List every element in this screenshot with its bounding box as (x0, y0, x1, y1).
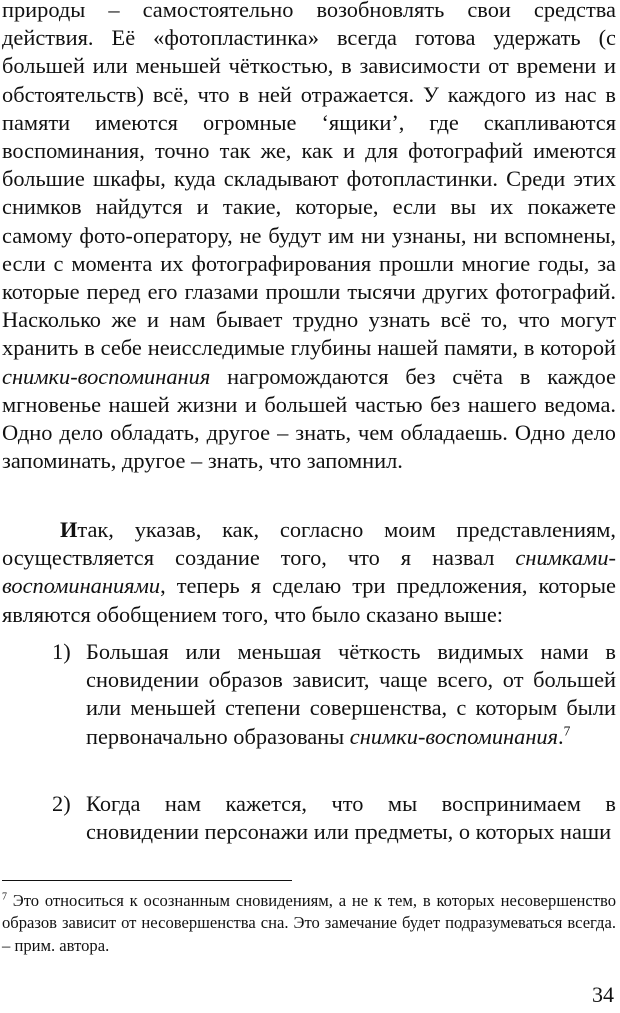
paragraph-1-text-b: нагромождаются без счёта в каждое мгновенье нашей жизни и большей частью без нашего ведома. Одно дело обладать, другое – знать, чем обладаешь. Одно дело запоминать, другое – знать, что запомнил. (2, 363, 616, 474)
footnote (2, 890, 616, 957)
list-item-1-number: 1) (52, 639, 71, 664)
paragraph-2-italic-term: снимками-воспоминаниями (2, 545, 616, 599)
paragraph-2-text-a: так, указав, как, согласно моим представлениям, осуществляется создание того, что я назвал (2, 517, 616, 571)
paragraph-2-text-b: , теперь я сделаю три предложения, которые являются обобщением того, что было сказано выше: (2, 573, 616, 627)
footnote-reference-7[interactable]: 7 (563, 723, 571, 739)
list-item-2-number: 2) (52, 791, 71, 816)
footnote-marker: 7 (2, 891, 7, 903)
list-item-1 (52, 638, 616, 751)
page-number: 34 (592, 982, 614, 1007)
list-item-1-italic-term: снимки-воспоминания (349, 723, 559, 749)
paragraph-1-text-a: природы – самостоятельно возобновлять свои средства действия. Её «фотопластинка» всегда готова удержать (с большей или меньшей чёткостью, в зависимости от времени и обстоятельств) всё, что в ней отражается. У каждого из нас в памяти имеются огромные ‘ящики’, где скапливаются воспоминания, точно так же, как и для фотографий имеются большие шкафы, куда складывают фотопластинки. Среди этих снимков найдутся и такие, которые, если вы их покажете самому фото-оператору, не будут им ни узнаны, ни вспомнены, если с момента их фотографирования прошли многие годы, за которые перед его глазами прошли тысячи других фотографий. Насколько же и нам бывает трудно узнать всё то, что могут хранить в себе неисследимые глубины нашей памяти, в которой (2, 0, 616, 361)
list-item-1-text-b: . (558, 723, 564, 749)
footnote-divider (2, 880, 292, 881)
drop-cap-letter: И (60, 517, 78, 542)
body-paragraph-2 (2, 516, 616, 629)
list-item-2-text: Когда нам кажется, что мы воспринимаем в сновидении персонажи или предметы, о которых наши (86, 791, 616, 845)
list-item-1-text-a: Большая или меньшая чёткость видимых нами в сновидении образов зависит, чаще всего, от большей или меньшей степени совершенства, с которым были первоначально образованы (86, 639, 616, 749)
footnote-text: Это относиться к осознанным сновидениям, а не к тем, в которых несовершенство образов зависит от несовершенства сна. Это замечание будет подразумеваться всегда. – прим. автора. (2, 891, 616, 955)
list-item-2 (52, 790, 616, 846)
paragraph-1-italic-term: снимки-воспоминания (2, 363, 211, 389)
body-paragraph-1 (2, 0, 616, 475)
